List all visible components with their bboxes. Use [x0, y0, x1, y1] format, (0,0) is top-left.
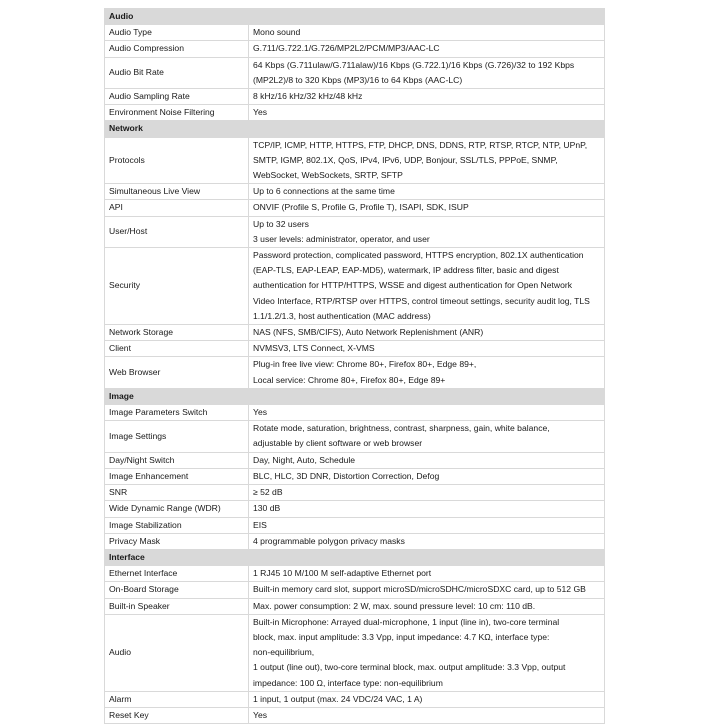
spec-value-line: (MP2L2)/8 to 320 Kbps (MP3)/16 to 64 Kbps (AAC-LC) [253, 74, 463, 85]
spec-value-line: G.711/G.722.1/G.726/MP2L2/PCM/MP3/AAC-LC [253, 43, 440, 54]
spec-row [105, 57, 605, 88]
spec-value-line: Yes [253, 107, 268, 118]
spec-value [249, 105, 605, 121]
spec-label: Image Settings [105, 421, 249, 452]
spec-label: Audio Type [105, 25, 249, 41]
spec-row [105, 501, 605, 517]
spec-value-line: 1 RJ45 10 M/100 M self-adaptive Ethernet port [253, 568, 432, 579]
spec-row [105, 614, 605, 691]
spec-row [105, 200, 605, 216]
spec-value [249, 216, 605, 247]
section-title: Interface [105, 549, 605, 565]
spec-value-line: Rotate mode, saturation, brightness, contrast, sharpness, gain, white balance, [253, 423, 550, 434]
spec-value-line: 8 kHz/16 kHz/32 kHz/48 kHz [253, 91, 363, 102]
spec-row [105, 517, 605, 533]
spec-value-line: non-equilibrium, [253, 647, 315, 658]
spec-row [105, 405, 605, 421]
spec-label: Network Storage [105, 325, 249, 341]
spec-value-line: ONVIF (Profile S, Profile G, Profile T), ISAPI, SDK, ISUP [253, 202, 469, 213]
spec-value-line: Day, Night, Auto, Schedule [253, 454, 356, 465]
spec-value-line: SMTP, IGMP, 802.1X, QoS, IPv4, IPv6, UDP, Bonjour, SSL/TLS, PPPoE, SNMP, [253, 154, 558, 165]
spec-label: Audio Compression [105, 41, 249, 57]
spec-label: Client [105, 341, 249, 357]
spec-row [105, 452, 605, 468]
spec-value [249, 341, 605, 357]
spec-value-line: NVMSV3, LTS Connect, X-VMS [253, 343, 375, 354]
spec-table-body [105, 9, 605, 724]
spec-label: Web Browser [105, 357, 249, 388]
spec-value-line: Mono sound [253, 27, 301, 38]
spec-value [249, 200, 605, 216]
spec-row [105, 25, 605, 41]
spec-value-line: 64 Kbps (G.711ulaw/G.711alaw)/16 Kbps (G.722.1)/16 Kbps (G.726)/32 to 192 Kbps [253, 59, 575, 70]
spec-value [249, 184, 605, 200]
spec-row [105, 468, 605, 484]
spec-value-line: Yes [253, 407, 268, 418]
spec-label: Alarm [105, 691, 249, 707]
spec-value-line: WebSocket, WebSockets, SRTP, SFTP [253, 170, 403, 181]
spec-row [105, 89, 605, 105]
spec-value-line: 3 user levels: administrator, operator, and user [253, 233, 430, 244]
spec-value-line: 1 output (line out), two-core terminal block, max. output amplitude: 3.3 Vpp, output [253, 662, 566, 673]
spec-value-line: Password protection, complicated password, HTTPS encryption, 802.1X authentication [253, 250, 584, 261]
spec-value [249, 137, 605, 184]
spec-value-line: 130 dB [253, 503, 281, 514]
spec-label: Reset Key [105, 707, 249, 723]
spec-value [249, 566, 605, 582]
spec-row [105, 421, 605, 452]
spec-value [249, 325, 605, 341]
spec-value [249, 598, 605, 614]
spec-row [105, 582, 605, 598]
spec-label: Audio Bit Rate [105, 57, 249, 88]
spec-value-line: Built-in Microphone: Arrayed dual-microphone, 1 input (line in), two-core terminal [253, 616, 560, 627]
spec-value [249, 501, 605, 517]
spec-label: Simultaneous Live View [105, 184, 249, 200]
spec-value-line: Plug-in free live view: Chrome 80+, Firefox 80+, Edge 89+, [253, 359, 477, 370]
spec-row [105, 707, 605, 723]
spec-row [105, 184, 605, 200]
spec-value-line: (EAP-TLS, EAP-LEAP, EAP-MD5), watermark, IP address filter, basic and digest [253, 265, 559, 276]
section-header [105, 121, 605, 137]
spec-value [249, 691, 605, 707]
spec-row [105, 41, 605, 57]
spec-value-line: ≥ 52 dB [253, 487, 283, 498]
spec-label: Day/Night Switch [105, 452, 249, 468]
section-title: Image [105, 388, 605, 404]
section-title: Network [105, 121, 605, 137]
spec-value-line: Local service: Chrome 80+, Firefox 80+, Edge 89+ [253, 374, 446, 385]
spec-value-line: BLC, HLC, 3D DNR, Distortion Correction, Defog [253, 470, 440, 481]
spec-value [249, 248, 605, 325]
spec-value [249, 614, 605, 691]
spec-value [249, 582, 605, 598]
spec-label: Privacy Mask [105, 533, 249, 549]
spec-value-line: TCP/IP, ICMP, HTTP, HTTPS, FTP, DHCP, DNS, DDNS, RTP, RTSP, RTCP, NTP, UPnP, [253, 139, 588, 150]
spec-value-line: Video Interface, RTP/RTSP over HTTPS, control timeout settings, security audit log, TLS [253, 295, 590, 306]
spec-label: Environment Noise Filtering [105, 105, 249, 121]
spec-row [105, 357, 605, 388]
spec-value-line: Up to 32 users [253, 218, 309, 229]
spec-row [105, 248, 605, 325]
spec-label: Image Stabilization [105, 517, 249, 533]
spec-value-line: Built-in memory card slot, support microSD/microSDHC/microSDXC card, up to 512 GB [253, 584, 586, 595]
spec-value [249, 707, 605, 723]
spec-label: Built-in Speaker [105, 598, 249, 614]
spec-value-line: adjustable by client software or web browser [253, 438, 423, 449]
spec-label: Ethernet Interface [105, 566, 249, 582]
spec-table [104, 8, 605, 724]
spec-value-line: 1 input, 1 output (max. 24 VDC/24 VAC, 1 A) [253, 693, 423, 704]
spec-value [249, 25, 605, 41]
spec-row [105, 566, 605, 582]
spec-value [249, 517, 605, 533]
spec-value-line: impedance: 100 Ω, interface type: non-equilibrium [253, 677, 443, 688]
spec-label: Image Enhancement [105, 468, 249, 484]
spec-label: Audio [105, 614, 249, 691]
spec-row [105, 485, 605, 501]
spec-value-line: 1.1/1.2/1.3, host authentication (MAC address) [253, 310, 431, 321]
spec-value-line: block, max. input amplitude: 3.3 Vpp, input impedance: 4.7 KΩ, interface type: [253, 631, 550, 642]
spec-label: API [105, 200, 249, 216]
spec-value [249, 485, 605, 501]
spec-value [249, 533, 605, 549]
spec-value [249, 57, 605, 88]
spec-value [249, 468, 605, 484]
spec-row [105, 341, 605, 357]
spec-value [249, 41, 605, 57]
section-header [105, 549, 605, 565]
spec-label: Image Parameters Switch [105, 405, 249, 421]
spec-value [249, 405, 605, 421]
spec-row [105, 325, 605, 341]
spec-label: SNR [105, 485, 249, 501]
spec-value [249, 357, 605, 388]
spec-label: Security [105, 248, 249, 325]
spec-value-line: Yes [253, 709, 268, 720]
spec-value-line: EIS [253, 519, 267, 530]
spec-label: User/Host [105, 216, 249, 247]
spec-value-line: 4 programmable polygon privacy masks [253, 535, 405, 546]
spec-row [105, 691, 605, 707]
spec-row [105, 598, 605, 614]
spec-value [249, 452, 605, 468]
spec-label: Audio Sampling Rate [105, 89, 249, 105]
spec-value-line: NAS (NFS, SMB/CIFS), Auto Network Replenishment (ANR) [253, 327, 484, 338]
spec-value [249, 421, 605, 452]
spec-value [249, 89, 605, 105]
spec-row [105, 105, 605, 121]
spec-row [105, 137, 605, 184]
spec-row [105, 533, 605, 549]
spec-value-line: authentication for HTTP/HTTPS, WSSE and digest authentication for Open Network [253, 280, 573, 291]
spec-label: Wide Dynamic Range (WDR) [105, 501, 249, 517]
spec-row [105, 216, 605, 247]
spec-label: On-Board Storage [105, 582, 249, 598]
section-header [105, 388, 605, 404]
spec-label: Protocols [105, 137, 249, 184]
spec-value-line: Up to 6 connections at the same time [253, 186, 395, 197]
section-header [105, 9, 605, 25]
spec-value-line: Max. power consumption: 2 W, max. sound pressure level: 10 cm: 110 dB. [253, 600, 536, 611]
section-title: Audio [105, 9, 605, 25]
